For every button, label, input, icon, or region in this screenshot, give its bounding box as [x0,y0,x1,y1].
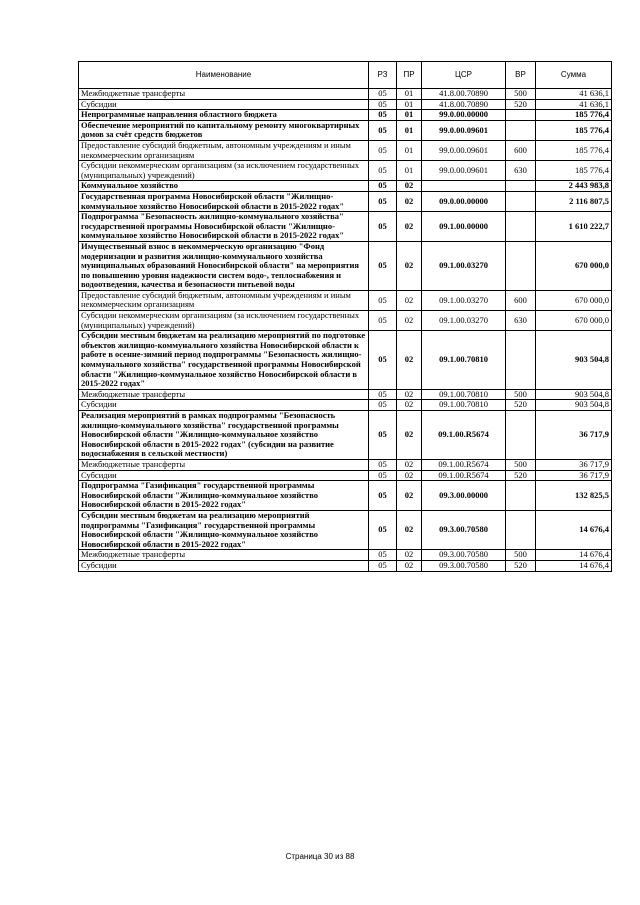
cell-vr: 520 [506,560,536,571]
cell-name: Непрограммные направления областного бюджета [79,110,369,121]
cell-pr: 02 [397,459,422,470]
header-rz: РЗ [369,62,397,89]
table-row [79,311,612,331]
cell-pr: 02 [397,191,422,211]
page-number: Страница 30 из 88 [285,852,355,861]
cell-vr: 520 [506,470,536,481]
cell-rz: 05 [369,181,397,192]
cell-name: Государственная программа Новосибирской области "Жилищно-коммунальное хозяйство Новосибирской области в 2015-2022 годах" [79,191,369,211]
cell-vr [506,212,536,242]
cell-name: Субсидии местным бюджетам на реализацию мероприятий подпрограммы "Газификация" государственной программы Новосибирской области "Жилищно-коммунальное хозяйство Новосибирской области в 2015-2022 годах" [79,510,369,549]
cell-csr [422,181,506,192]
cell-rz: 05 [369,161,397,181]
cell-name: Субсидии некоммерческим организациям (за исключением государственных (муниципальных) учреждений) [79,311,369,331]
cell-pr: 02 [397,560,422,571]
cell-sum: 670 000,0 [536,241,612,290]
cell-name: Коммунальное хозяйство [79,181,369,192]
cell-rz: 05 [369,140,397,160]
cell-csr: 99.0.00.09601 [422,140,506,160]
cell-pr: 01 [397,161,422,181]
table-row [79,400,612,411]
table-row [79,411,612,460]
table-row [79,191,612,211]
cell-rz: 05 [369,110,397,121]
cell-rz: 05 [369,411,397,460]
cell-sum: 670 000,0 [536,290,612,310]
cell-rz: 05 [369,241,397,290]
cell-sum: 903 504,8 [536,389,612,400]
cell-vr: 600 [506,290,536,310]
cell-rz: 05 [369,331,397,390]
cell-sum: 670 000,0 [536,311,612,331]
cell-rz: 05 [369,89,397,100]
cell-csr: 09.1.00.R5674 [422,459,506,470]
cell-sum: 185 776,4 [536,161,612,181]
table-row [79,161,612,181]
cell-name: Субсидии местным бюджетам на реализацию мероприятий по подготовке объектов жилищно-коммунального хозяйства Новосибирской области к работе в осенне-зимний период подпрограммы "Безопасность жилищно-коммунального хозяйства" государственной программы Новосибирской области "Жилищно-коммунальное хозяйство Новосибирской области в 2015-2022 годах" [79,331,369,390]
table-row [79,550,612,561]
header-name: Наименование [79,62,369,89]
cell-csr: 09.1.00.70810 [422,389,506,400]
cell-name: Реализация мероприятий в рамках подпрограммы "Безопасность жилищно-коммунального хозяйства" государственной программы Новосибирской области "Жилищно-коммунальное хозяйство Новосибирской области в 2015-2022 годах" (субсидии на развитие водоснабжения в сельской местности) [79,411,369,460]
cell-sum: 132 825,5 [536,481,612,511]
cell-sum: 903 504,8 [536,400,612,411]
header-vr: ВР [506,62,536,89]
cell-rz: 05 [369,550,397,561]
cell-rz: 05 [369,560,397,571]
cell-pr: 02 [397,400,422,411]
budget-table [78,61,612,572]
table-row [79,212,612,242]
cell-rz: 05 [369,212,397,242]
cell-csr: 09.1.00.03270 [422,241,506,290]
table-row [79,120,612,140]
cell-name: Обеспечение мероприятий по капитальному ремонту многоквартирных домов за счёт средств бюджетов [79,120,369,140]
table-row [79,331,612,390]
cell-vr: 500 [506,89,536,100]
cell-csr: 09.1.00.R5674 [422,411,506,460]
cell-sum: 36 717,9 [536,459,612,470]
table-row [79,89,612,100]
cell-rz: 05 [369,470,397,481]
cell-vr [506,241,536,290]
cell-sum: 2 116 807,5 [536,191,612,211]
cell-pr: 02 [397,290,422,310]
cell-rz: 05 [369,510,397,549]
cell-csr: 09.1.00.03270 [422,311,506,331]
cell-csr: 09.1.00.00000 [422,212,506,242]
cell-csr: 09.1.00.70810 [422,331,506,390]
table-row [79,481,612,511]
cell-vr [506,181,536,192]
cell-csr: 09.3.00.70580 [422,550,506,561]
cell-sum: 185 776,4 [536,120,612,140]
header-csr: ЦСР [422,62,506,89]
cell-sum: 2 443 983,8 [536,181,612,192]
cell-pr: 01 [397,89,422,100]
table-row [79,560,612,571]
cell-csr: 99.0.00.09601 [422,161,506,181]
cell-vr [506,110,536,121]
table-body [79,89,612,572]
header-sum: Сумма [536,62,612,89]
cell-name: Предоставление субсидий бюджетным, автономным учреждениям и иным некоммерческим организациям [79,140,369,160]
table-row [79,110,612,121]
cell-sum: 36 717,9 [536,470,612,481]
cell-pr: 02 [397,510,422,549]
cell-rz: 05 [369,120,397,140]
cell-name: Субсидии некоммерческим организациям (за исключением государственных (муниципальных) учреждений) [79,161,369,181]
cell-csr: 09.3.00.00000 [422,481,506,511]
cell-pr: 02 [397,181,422,192]
cell-sum: 185 776,4 [536,110,612,121]
table-row [79,389,612,400]
cell-pr: 02 [397,311,422,331]
cell-sum: 36 717,9 [536,411,612,460]
cell-csr: 09.0.00.00000 [422,191,506,211]
cell-csr: 09.3.00.70580 [422,510,506,549]
cell-sum: 14 676,4 [536,510,612,549]
table-row [79,140,612,160]
cell-pr: 02 [397,470,422,481]
cell-rz: 05 [369,459,397,470]
cell-name: Субсидии [79,470,369,481]
cell-name: Предоставление субсидий бюджетным, автономным учреждениям и иным некоммерческим организациям [79,290,369,310]
cell-csr: 41.8.00.70890 [422,99,506,110]
cell-vr: 520 [506,99,536,110]
cell-vr [506,120,536,140]
table-row [79,459,612,470]
cell-sum: 14 676,4 [536,550,612,561]
cell-sum: 41 636,1 [536,89,612,100]
cell-pr: 02 [397,331,422,390]
cell-rz: 05 [369,389,397,400]
table-row [79,181,612,192]
cell-name: Подпрограмма "Безопасность жилищно-коммунального хозяйства" государственной программы Новосибирской области "Жилищно-коммунальное хозяйство Новосибирской области в 2015-2022 годах" [79,212,369,242]
cell-rz: 05 [369,311,397,331]
cell-vr: 630 [506,311,536,331]
table-row [79,241,612,290]
table-row [79,470,612,481]
cell-vr: 500 [506,389,536,400]
cell-csr: 99.0.00.09601 [422,120,506,140]
cell-sum: 14 676,4 [536,560,612,571]
table-header-row [79,62,612,89]
cell-csr: 09.1.00.03270 [422,290,506,310]
cell-vr: 500 [506,550,536,561]
cell-vr [506,411,536,460]
cell-vr [506,481,536,511]
cell-vr [506,331,536,390]
cell-name: Имущественный взнос в некоммерческую организацию "Фонд модернизации и развития жилищно-коммунального хозяйства муниципальных образований Новосибирской области" на мероприятия по повышению уровня надежности систем водо-, теплоснабжения и водоотведения, качества и безопасности питьевой воды [79,241,369,290]
cell-pr: 02 [397,241,422,290]
cell-pr: 01 [397,99,422,110]
cell-csr: 09.3.00.70580 [422,560,506,571]
table-row [79,510,612,549]
cell-sum: 1 610 222,7 [536,212,612,242]
cell-pr: 02 [397,550,422,561]
cell-vr [506,510,536,549]
cell-vr: 600 [506,140,536,160]
cell-pr: 02 [397,481,422,511]
cell-name: Субсидии [79,99,369,110]
cell-vr: 630 [506,161,536,181]
cell-sum: 185 776,4 [536,140,612,160]
cell-sum: 903 504,8 [536,331,612,390]
cell-rz: 05 [369,99,397,110]
cell-rz: 05 [369,400,397,411]
cell-name: Субсидии [79,400,369,411]
cell-name: Межбюджетные трансферты [79,89,369,100]
cell-rz: 05 [369,290,397,310]
cell-pr: 02 [397,212,422,242]
cell-pr: 01 [397,140,422,160]
cell-name: Межбюджетные трансферты [79,389,369,400]
cell-rz: 05 [369,191,397,211]
cell-csr: 09.1.00.70810 [422,400,506,411]
cell-csr: 99.0.00.00000 [422,110,506,121]
cell-pr: 02 [397,389,422,400]
cell-csr: 09.1.00.R5674 [422,470,506,481]
cell-pr: 01 [397,110,422,121]
header-pr: ПР [397,62,422,89]
cell-pr: 01 [397,120,422,140]
cell-rz: 05 [369,481,397,511]
cell-vr: 500 [506,459,536,470]
cell-vr [506,191,536,211]
cell-name: Межбюджетные трансферты [79,550,369,561]
cell-sum: 41 636,1 [536,99,612,110]
cell-name: Подпрограмма "Газификация" государственной программы Новосибирской области "Жилищно-коммунальное хозяйство Новосибирской области в 2015-2022 годах" [79,481,369,511]
cell-name: Субсидии [79,560,369,571]
cell-name: Межбюджетные трансферты [79,459,369,470]
cell-csr: 41.8.00.70890 [422,89,506,100]
cell-vr: 520 [506,400,536,411]
table-row [79,99,612,110]
table-row [79,290,612,310]
cell-pr: 02 [397,411,422,460]
